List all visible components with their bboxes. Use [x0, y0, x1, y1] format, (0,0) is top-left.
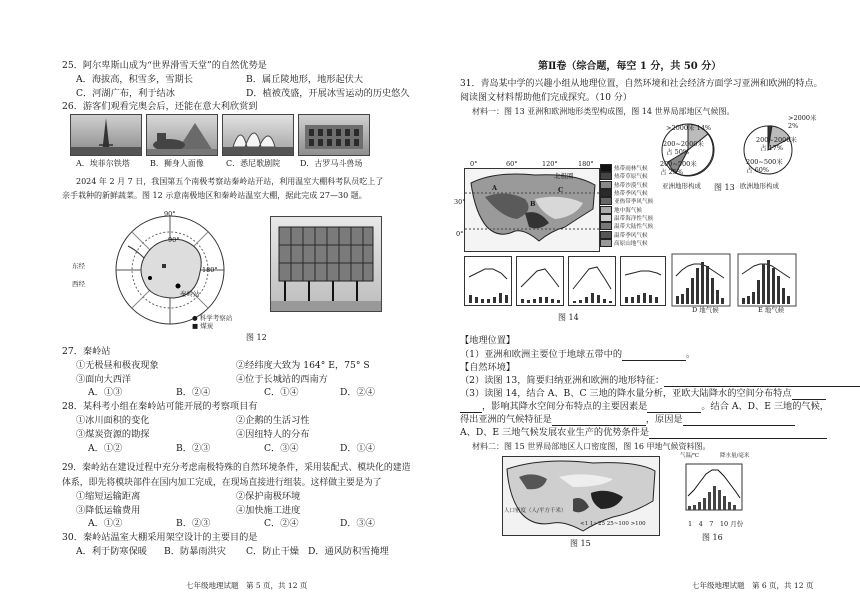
climate-map	[464, 168, 600, 252]
map-lon-60: 60°	[506, 160, 518, 168]
fig16-temp-label: 气温/℃	[680, 453, 700, 459]
q3-line-a	[460, 388, 826, 400]
section-title: 第Ⅱ卷（综合题，每空 1 分，共 50 分）	[538, 61, 722, 72]
legend-label: 热带雨林气候	[614, 166, 648, 173]
d-chart-label: D 地气候	[692, 306, 719, 314]
fig16-climate-chart	[676, 456, 750, 518]
legend-item	[600, 205, 662, 213]
q26-option-c: C．悉尼歌剧院	[226, 159, 281, 168]
q25-option-d: D．植被茂盛，开展冰雪运动的历史悠久	[246, 88, 410, 99]
asia-pie-label-1	[666, 124, 711, 132]
europe-pie-label-1p: 2%	[788, 122, 799, 130]
q2-line	[460, 375, 860, 387]
legend-swatch	[600, 181, 612, 189]
legend-label: 热带沙漠气候	[614, 182, 648, 189]
map-lon-0: 0°	[470, 160, 478, 168]
d-chart	[672, 254, 730, 306]
q25-option-a: A．海拔高，积雪多，雪期长	[76, 74, 193, 85]
q27-opt1: ①无极昼和极夜现象	[76, 360, 159, 371]
q27-opt2: ②经纬度大致为 164° E，75° S	[236, 360, 370, 371]
fig12-caption: 图 12	[246, 333, 267, 342]
asia-a1p: 14%	[696, 124, 712, 132]
legend-item	[600, 222, 662, 230]
colosseum-photo	[298, 114, 370, 156]
q27-choice-c: C．①④	[264, 387, 299, 398]
fig16-caption: 图 16	[702, 533, 723, 542]
map-point-c: C	[558, 186, 564, 194]
legend-label: 亚热带季风气候	[614, 199, 654, 206]
q31-line-1: 31．青岛某中学的兴趣小组从地理位置，自然环境和社会经济方面学习亚洲和欧洲的特点。	[460, 79, 823, 89]
fig14-caption: 图 14	[558, 313, 579, 322]
q29-opt1: ①缩短运输距离	[76, 491, 141, 502]
europe-pie-label-1: >2000米	[788, 114, 817, 122]
intro-line-2: 亲手栽种的新鲜蔬菜。图 12 示意南极地区和秦岭站温室大棚，据此完成 27—30 题。	[62, 191, 367, 200]
q3-answer-blank-3[interactable]	[647, 403, 701, 413]
q27-stem: 27．秦岭站	[62, 346, 111, 357]
eiffel-tower-photo	[70, 114, 142, 156]
q29-opt3: ③降低运输费用	[76, 505, 141, 516]
q27-choice-b: B．②④	[176, 387, 211, 398]
legend-label: 地中海气候	[614, 207, 642, 214]
q30-option-d: D．通风防积雪掩埋	[308, 546, 389, 557]
legend-label: 高原山地气候	[614, 240, 648, 247]
q3a-text: （3）读图 14，结合 A、B、C 三地的降水量分析，亚欧大陆降水的空间分布特点	[460, 388, 792, 399]
q3-answer-blank-2[interactable]	[460, 403, 482, 413]
legend-swatch	[600, 189, 612, 197]
legend-coal-text: 煤炭	[200, 322, 214, 330]
natural-env-heading: 【自然环境】	[460, 362, 516, 373]
q3-answer-blank-6[interactable]	[649, 429, 827, 439]
q25-option-b: B．属丘陵地形，地形起伏大	[246, 74, 364, 85]
legend-item	[600, 181, 662, 189]
fig15-legend	[504, 508, 574, 515]
q29-stem-2: 体系，即先将模块部件在国内加工完成，在现场直接进行组装。这样做主要是为了	[62, 478, 382, 488]
q3-answer-blank-1[interactable]	[792, 390, 826, 400]
fig12-label-west: 西经	[72, 280, 85, 288]
q1-answer-blank[interactable]	[622, 351, 686, 361]
climate-chart-a	[464, 256, 512, 306]
map-lon-120: 120°	[542, 160, 558, 168]
q29-choice-a: A．①②	[88, 518, 123, 529]
q29-choice-d: D．③④	[340, 518, 375, 529]
legend-swatch	[600, 164, 612, 172]
q26-option-b: B．狮身人面像	[150, 159, 204, 168]
q29-choice-b: B．②③	[176, 518, 211, 529]
q28-opt4: ④因纽特人的分布	[236, 429, 310, 440]
legend-swatch	[600, 197, 612, 205]
europe-pie-label-2: 200~2000米	[756, 136, 797, 144]
q1-text: （1）亚洲和欧洲主要位于地球五带中的	[460, 349, 623, 360]
map-point-b: B	[530, 200, 536, 208]
q2-text: （2）读图 13，简要归纳亚洲和欧洲的地形特征：	[460, 375, 665, 386]
q27-opt4: ④位于长城站的西南方	[236, 374, 328, 385]
asia-pie-label-2: 200~2000米	[663, 140, 704, 148]
fig16-months: 1 4 7 10 月份	[688, 520, 744, 528]
q3-answer-blank-5[interactable]	[683, 416, 795, 426]
legend-item	[600, 230, 662, 238]
legend-swatch	[600, 239, 612, 247]
legend-label: 温带海洋性气候	[614, 215, 654, 222]
europe-pie-label-3: 200~500米	[746, 158, 783, 166]
legend-item	[600, 164, 662, 172]
europe-pie-label-2p: 占 17%	[760, 144, 784, 152]
q2-answer-blank[interactable]	[664, 377, 860, 387]
legend-1-25: 1~25	[589, 521, 605, 527]
q3b-text: ，影响其降水空间分布特点的主要因素是	[482, 401, 648, 412]
left-footer: 七年级地理试题 第 5 页，共 12 页	[186, 581, 308, 590]
q26-stem: 26．游客们观看完奥会后，还能在意大利欣赏到	[62, 101, 258, 112]
q30-option-c: C．防止干燥	[246, 546, 299, 557]
climate-charts-d-e	[670, 252, 800, 314]
q29-stem-1: 29．秦岭站在建设过程中充分考虑南极特殊的自然环境条件，采用装配式、模块化的建造	[62, 463, 411, 473]
q3-line-f	[460, 427, 827, 439]
q29-opt4: ④加快施工进度	[236, 505, 301, 516]
legend-label: 温带大陆性气候	[614, 224, 654, 231]
right-page	[430, 0, 860, 608]
fig12-station-label: 秦岭站	[180, 290, 200, 298]
q3d-text: 得出亚洲的气候特征是	[460, 414, 552, 425]
legend-station-text: 科学考察站	[199, 314, 233, 322]
sydney-opera-house-photo	[222, 114, 294, 156]
fig12-label-90b: 90°	[168, 236, 180, 244]
asia-a1: >2000米	[666, 124, 695, 132]
right-footer: 七年级地理试题 第 6 页，共 12 页	[692, 581, 814, 590]
q28-opt3: ③煤炭资源的勘探	[76, 429, 150, 440]
europe-pie-label-4: 占 60%	[746, 166, 770, 174]
q3-line-b	[460, 401, 829, 413]
map-lon-180: 180°	[578, 160, 594, 168]
climate-chart-c	[568, 256, 616, 306]
legend-swatch	[600, 222, 612, 230]
material-2: 材料二：图 15 世界局部地区人口密度图，图 16 甲地气候资料图。	[472, 442, 711, 451]
asia-pie-label-2p: 占 50%	[666, 148, 690, 156]
fig13-caption: 图 13	[714, 183, 735, 192]
q1-line: （1）亚洲和欧洲主要位于地球五带中的 。	[460, 349, 696, 360]
fig12-label-180: 180°	[202, 266, 218, 274]
sphinx-photo	[146, 114, 218, 156]
fig12-label-90: 90°	[164, 210, 176, 218]
q29-choice-c: C．②④	[264, 518, 299, 529]
climate-chart-b	[516, 256, 564, 306]
legend-item	[600, 214, 662, 222]
fig15-caption: 图 15	[570, 539, 591, 548]
q28-choice-a: A．①②	[88, 443, 123, 454]
q28-stem: 28．某科考小组在秦岭站可能开展的考察项目有	[62, 401, 258, 412]
intro-line-1: 2024 年 2 月 7 日，我国第五个南极考察站秦岭站开站，利用温室大棚科考队员吃上了	[76, 177, 384, 186]
fig15-legend-title: 人口密度（人/平方千米）	[504, 508, 567, 514]
fig12-label-east: 东经	[72, 262, 85, 270]
geo-position-heading: 【地理位置】	[460, 335, 516, 346]
q3-answer-blank-4[interactable]	[552, 416, 646, 426]
map-lat-30: 30°	[454, 198, 466, 206]
legend-25-100: 25~100	[606, 521, 629, 527]
legend-item	[600, 197, 662, 205]
q30-stem: 30．秦岭站温室大棚采用架空设计的主要目的是	[62, 532, 258, 543]
q28-opt1: ①冰川面积的变化	[76, 415, 150, 426]
asia-pie-label-3: 200~500米	[660, 160, 697, 168]
q26-option-d: D．古罗马斗兽场	[300, 159, 363, 168]
legend-gt100: >100	[630, 521, 646, 527]
fig15-legend-values	[580, 520, 646, 528]
q31-line-2: 阅读图文材料帮助他们完成探究。（10 分）	[460, 93, 632, 103]
q27-choice-a: A．①③	[88, 387, 123, 398]
climate-chart-extra	[620, 256, 666, 306]
q3c-text: 。结合 A、D、E 三地的气候，	[701, 401, 829, 412]
europe-pie-caption: 欧洲地形构成	[740, 182, 779, 190]
q28-choice-c: C．③④	[264, 443, 299, 454]
q28-opt2: ②企鹅的生活习性	[236, 415, 310, 426]
q30-option-b: B．防暴雨洪灾	[164, 546, 226, 557]
legend-swatch	[600, 214, 612, 222]
fig16-precip-label: 降水量/毫米	[720, 453, 750, 459]
q28-choice-b: B．②③	[176, 443, 211, 454]
antarctica-polar-map	[66, 206, 276, 330]
q30-option-a: A．利于防寒保暖	[76, 546, 147, 557]
map-arctic-circle: 北极圈	[554, 172, 574, 180]
legend-label: 热带季风气候	[614, 191, 648, 198]
legend-swatch	[600, 172, 612, 180]
climate-legend	[600, 164, 662, 247]
q26-option-a: A．埃菲尔铁塔	[76, 159, 130, 168]
q3-line-d	[460, 414, 795, 426]
q29-opt2: ②保护南极环境	[236, 491, 301, 502]
q3f-text: A、D、E 三地气候发展农业生产的优势条件是	[460, 427, 650, 438]
asia-pie-caption: 亚洲地形构成	[662, 182, 701, 190]
legend-item	[600, 189, 662, 197]
legend-item	[600, 172, 662, 180]
e-chart	[738, 254, 796, 306]
legend-lt1: <1	[580, 521, 589, 527]
fig12-legend-coal: ■ 煤炭	[192, 322, 214, 330]
q28-choice-d: D．①④	[340, 443, 375, 454]
material-1: 材料一：图 13 亚洲和欧洲地形类型构成图，图 14 世界局部地区气候图。	[472, 107, 735, 116]
e-chart-label: E 地气候	[758, 306, 785, 314]
map-lat-0: 0°	[456, 230, 464, 238]
legend-item	[600, 239, 662, 247]
legend-swatch	[600, 206, 612, 214]
map-point-a: A	[492, 184, 498, 192]
q25-option-c: C．河湖广布，利于结冰	[76, 88, 175, 99]
q27-opt3: ③面向大西洋	[76, 374, 132, 385]
legend-label: 热带草原气候	[614, 174, 648, 181]
legend-swatch	[600, 231, 612, 239]
q25-stem: 25．阿尔卑斯山成为“世界滑雪天堂”的自然优势是	[62, 60, 267, 71]
legend-label: 温带季风气候	[614, 232, 648, 239]
asia-pie-label-4: 占 25%	[660, 168, 684, 176]
q3e-text: ，原因是	[645, 414, 683, 425]
greenhouse-photo	[270, 216, 382, 312]
q27-choice-d: D．②④	[340, 387, 375, 398]
fig12-legend-station: ● 科学考察站	[192, 314, 233, 322]
